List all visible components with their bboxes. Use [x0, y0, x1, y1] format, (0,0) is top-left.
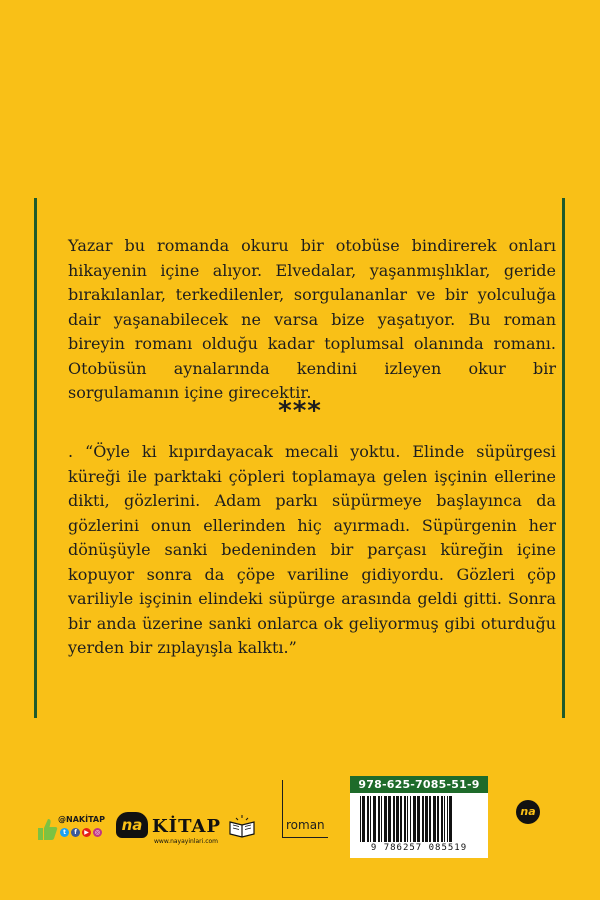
publisher-mark: na [116, 812, 148, 838]
barcode-bar [396, 796, 399, 842]
barcode-bar [360, 796, 361, 842]
thumbs-up-icon [36, 816, 58, 842]
instagram-icon[interactable]: ◎ [94, 829, 101, 836]
book-excerpt: . “Öyle ki kıpırdayacak mecali yoktu. Elinde süpürgesi küreği ile parktaki çöpleri toplamaya gelen işçinin ellerine dikti, gözlerini. Adam parkı süpürmeye başlayınca da gözlerini onun ellerinden hiç ayırmadı. Süpürgenin her dönüşüyle sanki bedeninden bir parçası küreğin içine kopuyor sonra da çöpe variline gidiyordu. Gözleri çöp variliyle işçinin elindeki süpürge arasında geldi gitti. Sonra bir anda üzerine sanki onlarca ok geliyormuş gibi oturduğu yerden bir zıplayışla kalktı.” [68, 442, 556, 657]
barcode-bar [381, 796, 382, 842]
barcode-bar [447, 796, 448, 842]
publisher-name: KİTAP [152, 816, 221, 837]
barcode-bar [449, 796, 452, 842]
barcode-bar [367, 796, 369, 842]
barcode-bar [410, 796, 411, 842]
barcode-bar [441, 796, 443, 842]
barcode-bar [384, 796, 387, 842]
barcode-bar [393, 796, 395, 842]
barcode-bar [437, 796, 439, 842]
facebook-icon[interactable]: f [71, 828, 80, 837]
isbn-digits: 9 786257 085519 [370, 843, 468, 853]
barcode-bar [362, 796, 365, 842]
genre-bracket [282, 780, 283, 838]
barcode-bar [425, 796, 428, 842]
barcode-bar [413, 796, 416, 842]
barcode-bar [378, 796, 380, 842]
barcode-bar [444, 796, 445, 842]
social-handle: @NAKİTAP [58, 815, 105, 824]
publisher-logo [116, 808, 258, 852]
youtube-icon[interactable]: ▶ [82, 828, 91, 837]
barcode-bar [407, 796, 408, 842]
barcode-bar [373, 796, 376, 842]
genre-label: roman [286, 818, 325, 832]
barcode-bar [429, 796, 431, 842]
left-vertical-rule [34, 198, 37, 718]
twitter-icon[interactable]: t [60, 828, 69, 837]
barcode-bar [433, 796, 436, 842]
book-blurb: Yazar bu romanda okuru bir otobüse bindirerek onları hikayenin içine alıyor. Elvedalar, yaşanmışlıklar, geride bırakılanlar, terkedilenler, sorgulananlar ve bir yolculuğa dair yaşanabilecek ne varsa bize yaşatıyor. Bu roman bireyin romanı olduğu kadar toplumsal olanında romanı. Otobüsün aynalarında kendini izleyen okur bir sorgulamanın içine girecektir. [68, 236, 556, 402]
barcode-bar [422, 796, 424, 842]
isbn-barcode-block [350, 776, 488, 858]
right-vertical-rule [562, 198, 565, 718]
publisher-url: www.nayayinlari.com [154, 838, 219, 845]
barcode-bar [400, 796, 402, 842]
barcode-bar [417, 796, 420, 842]
barcode [358, 796, 480, 844]
barcode-bar [404, 796, 406, 842]
social-icons [60, 828, 102, 837]
isbn-label: 978-625-7085-51-9 [350, 776, 488, 793]
barcode-bar [370, 796, 371, 842]
genre-bracket-foot [282, 837, 328, 838]
section-separator: *** [278, 396, 322, 426]
publisher-badge: na [516, 800, 540, 824]
barcode-bar [388, 796, 391, 842]
open-book-icon [228, 812, 256, 838]
social-media-block [36, 808, 114, 848]
